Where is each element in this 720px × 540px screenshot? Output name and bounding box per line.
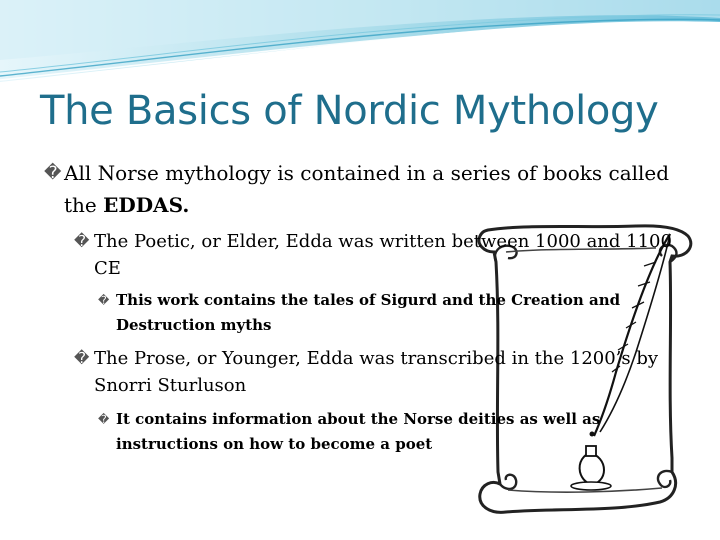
bullet-marker-icon: �	[44, 163, 62, 183]
bullet-eddas	[44, 157, 684, 221]
header-wave-banner	[0, 0, 720, 100]
emphasis-eddas: EDDAS	[103, 193, 183, 217]
bullet-marker-icon: �	[74, 349, 90, 367]
sub-bullet-sigurd	[98, 288, 698, 338]
bullet-marker-icon: �	[74, 232, 90, 250]
bullet-poetic-edda	[74, 228, 674, 282]
sub-bullet-text: It contains information about the Norse deities as well as instructions on how to become a poet	[116, 410, 601, 453]
sub-bullet-text: This work contains the tales of Sigurd and the Creation and Destruction myths	[116, 291, 621, 334]
bullet-marker-icon: �	[98, 413, 110, 426]
bullet-text: The Poetic, or Elder, Edda was written between 1000 and 1100 CE	[94, 231, 672, 279]
slide-title: The Basics of Nordic Mythology	[40, 88, 659, 134]
bullet-prose-edda	[74, 345, 674, 399]
bullet-marker-icon: �	[98, 294, 110, 307]
bullet-text: The Prose, or Younger, Edda was transcribed in the 1200’s by Snorri Sturluson	[94, 348, 659, 396]
bullet-text: All Norse mythology is contained in a series of books called the EDDAS.	[64, 161, 670, 217]
sub-bullet-deities	[98, 407, 698, 457]
